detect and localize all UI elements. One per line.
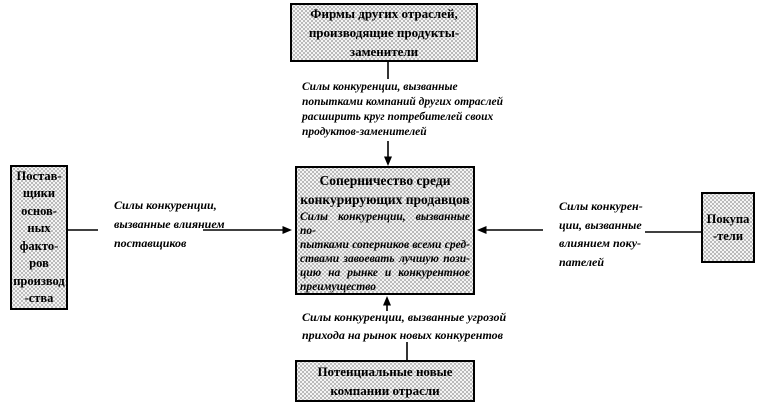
box-suppliers-line: щики xyxy=(22,186,56,200)
box-suppliers-line: Постав- xyxy=(16,168,62,183)
box-rivalry-title xyxy=(297,171,473,209)
box-substitute-firms-line: заменители xyxy=(349,44,419,59)
box-new-entrants-line: компании отрасли xyxy=(330,383,440,398)
box-rivalry-body-line: преимущество xyxy=(300,281,376,293)
label-suppliers-force-line: вызванные влиянием xyxy=(114,217,225,231)
box-rivalry-body-line: цию на рынке и конкурентное xyxy=(300,267,470,279)
box-suppliers-line: ров xyxy=(29,256,49,270)
box-rivalry-body-line: Силы конкуренции, вызванные по- xyxy=(300,211,470,237)
label-buyers-force-line: пателей xyxy=(559,254,605,269)
box-substitute-firms-line: производящие продукты- xyxy=(308,25,460,40)
label-substitutes-force-line: попытками компаний других отраслей xyxy=(302,96,504,108)
box-new-entrants-line: Потенциальные новые xyxy=(317,364,453,379)
label-new-entrants-force xyxy=(302,308,506,344)
label-buyers-force xyxy=(559,197,643,271)
label-substitutes-force-line: продуктов-заменителей xyxy=(302,126,427,138)
box-buyers-line: Покупа xyxy=(706,211,750,226)
box-suppliers-line: основ- xyxy=(21,203,57,218)
label-suppliers-force-line: Силы конкуренции, xyxy=(114,198,217,212)
label-buyers-force-line: ции, вызванные xyxy=(559,217,642,232)
label-substitutes-force-line: Силы конкуренции, вызванные xyxy=(302,81,458,93)
label-buyers-force-line: Силы конкурен- xyxy=(559,199,643,213)
box-new-entrants xyxy=(295,360,475,402)
box-rivalry-title-line: Соперничество среди xyxy=(319,173,451,188)
box-suppliers-line: -ства xyxy=(24,291,54,305)
box-rivalry xyxy=(295,166,475,295)
box-substitute-firms-line: Фирмы других отраслей, xyxy=(310,6,458,21)
label-suppliers-force-line: поставщиков xyxy=(114,236,187,250)
label-new-entrants-force-line: прихода на рынок новых конкурентов xyxy=(302,328,503,342)
box-suppliers-line: факто- xyxy=(19,238,59,253)
box-suppliers xyxy=(10,165,68,310)
label-substitutes-force-line: расширить круг потребителей своих xyxy=(302,111,494,123)
box-buyers xyxy=(701,192,755,263)
box-suppliers-line: производ xyxy=(13,273,65,288)
box-substitute-firms xyxy=(290,3,478,62)
box-buyers-line: -тели xyxy=(712,228,744,243)
label-new-entrants-force-line: Силы конкуренции, вызванные угрозой xyxy=(302,310,507,324)
box-rivalry-body xyxy=(297,209,473,294)
label-substitutes-force xyxy=(302,80,503,140)
box-rivalry-body-line: ствами завоевать лучшую пози- xyxy=(300,253,470,265)
label-buyers-force-line: влиянием поку- xyxy=(559,236,642,250)
box-rivalry-body-line: пытками соперников всеми сред- xyxy=(300,239,470,251)
label-suppliers-force xyxy=(114,196,225,253)
box-suppliers-line: ных xyxy=(27,221,51,235)
box-rivalry-title-line: конкурирующих продавцов xyxy=(300,192,470,207)
